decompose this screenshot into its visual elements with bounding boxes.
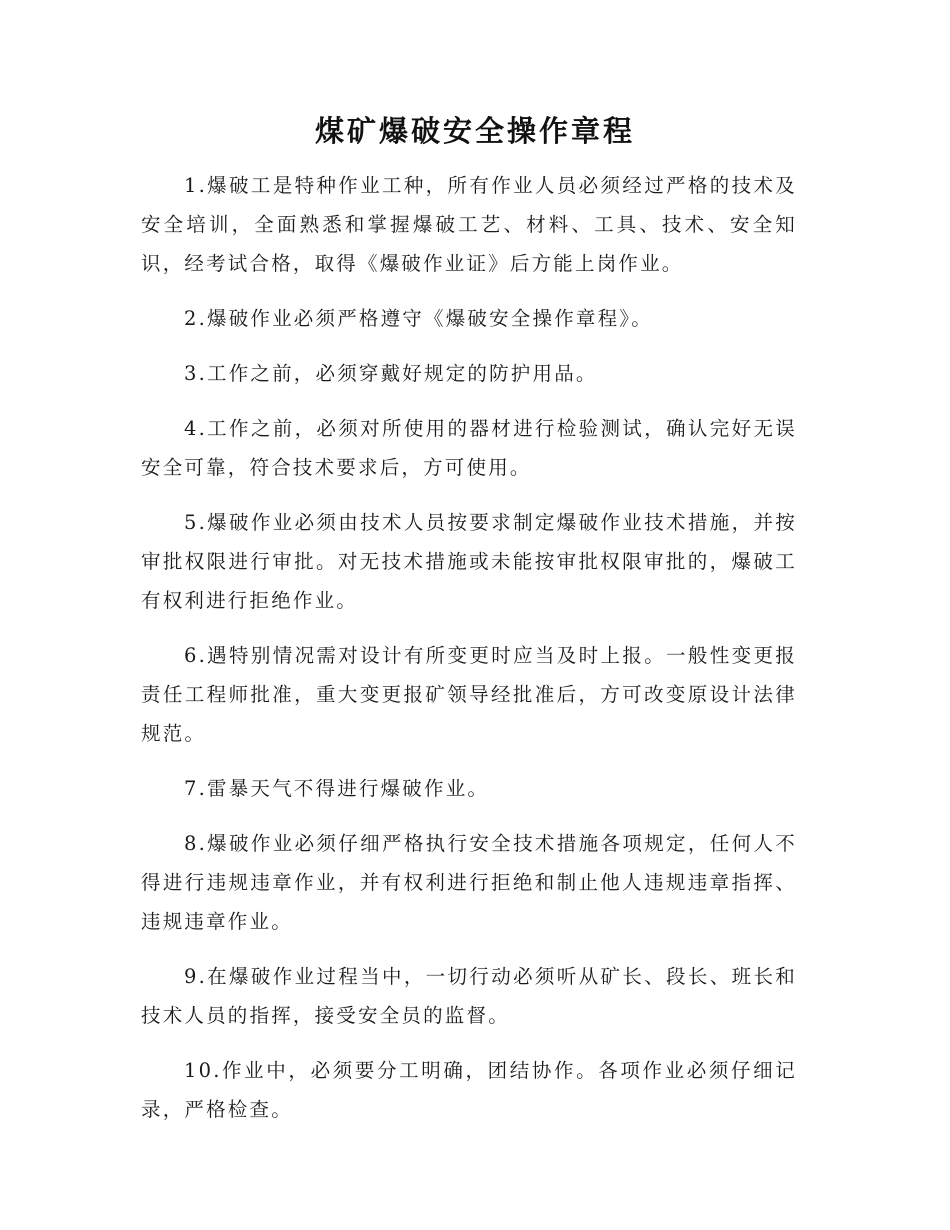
- paragraph-6: 6.遇特别情况需对设计有所变更时应当及时上报。一般性变更报责任工程师批准，重大变更报矿领导经批准后，方可改变原设计法律规范。: [141, 644, 797, 745]
- paragraph-10: 10.作业中，必须要分工明确，团结协作。各项作业必须仔细记录，严格检查。: [141, 1059, 797, 1121]
- paragraph-2: 2.爆破作业必须严格遵守《爆破安全操作章程》。: [184, 307, 653, 330]
- paragraph-9: 9.在爆破作业过程当中，一切行动必须听从矿长、段长、班长和技术人员的指挥，接受安全员的监督。: [141, 965, 797, 1027]
- paragraph-8: 8.爆破作业必须仔细严格执行安全技术措施各项规定，任何人不得进行违规违章作业，并有权利进行拒绝和制止他人违规违章指挥、违规违章作业。: [141, 832, 797, 933]
- paragraph-7: 7.雷暴天气不得进行爆破作业。: [184, 777, 490, 800]
- paragraph-4: 4.工作之前，必须对所使用的器材进行检验测试，确认完好无误安全可靠，符合技术要求后，方可使用。: [141, 417, 797, 479]
- paragraph-5: 5.爆破作业必须由技术人员按要求制定爆破作业技术措施，并按审批权限进行审批。对无技术措施或未能按审批权限审批的，爆破工有权利进行拒绝作业。: [141, 511, 797, 612]
- paragraph-3: 3.工作之前，必须穿戴好规定的防护用品。: [184, 362, 598, 385]
- document-body: [141, 166, 797, 1145]
- paragraph-1: 1.爆破工是特种作业工种，所有作业人员必须经过严格的技术及安全培训，全面熟悉和掌握爆破工艺、材料、工具、技术、安全知识，经考试合格，取得《爆破作业证》后方能上岗作业。: [141, 174, 797, 275]
- document-title: 煤矿爆破安全操作章程: [314, 114, 635, 148]
